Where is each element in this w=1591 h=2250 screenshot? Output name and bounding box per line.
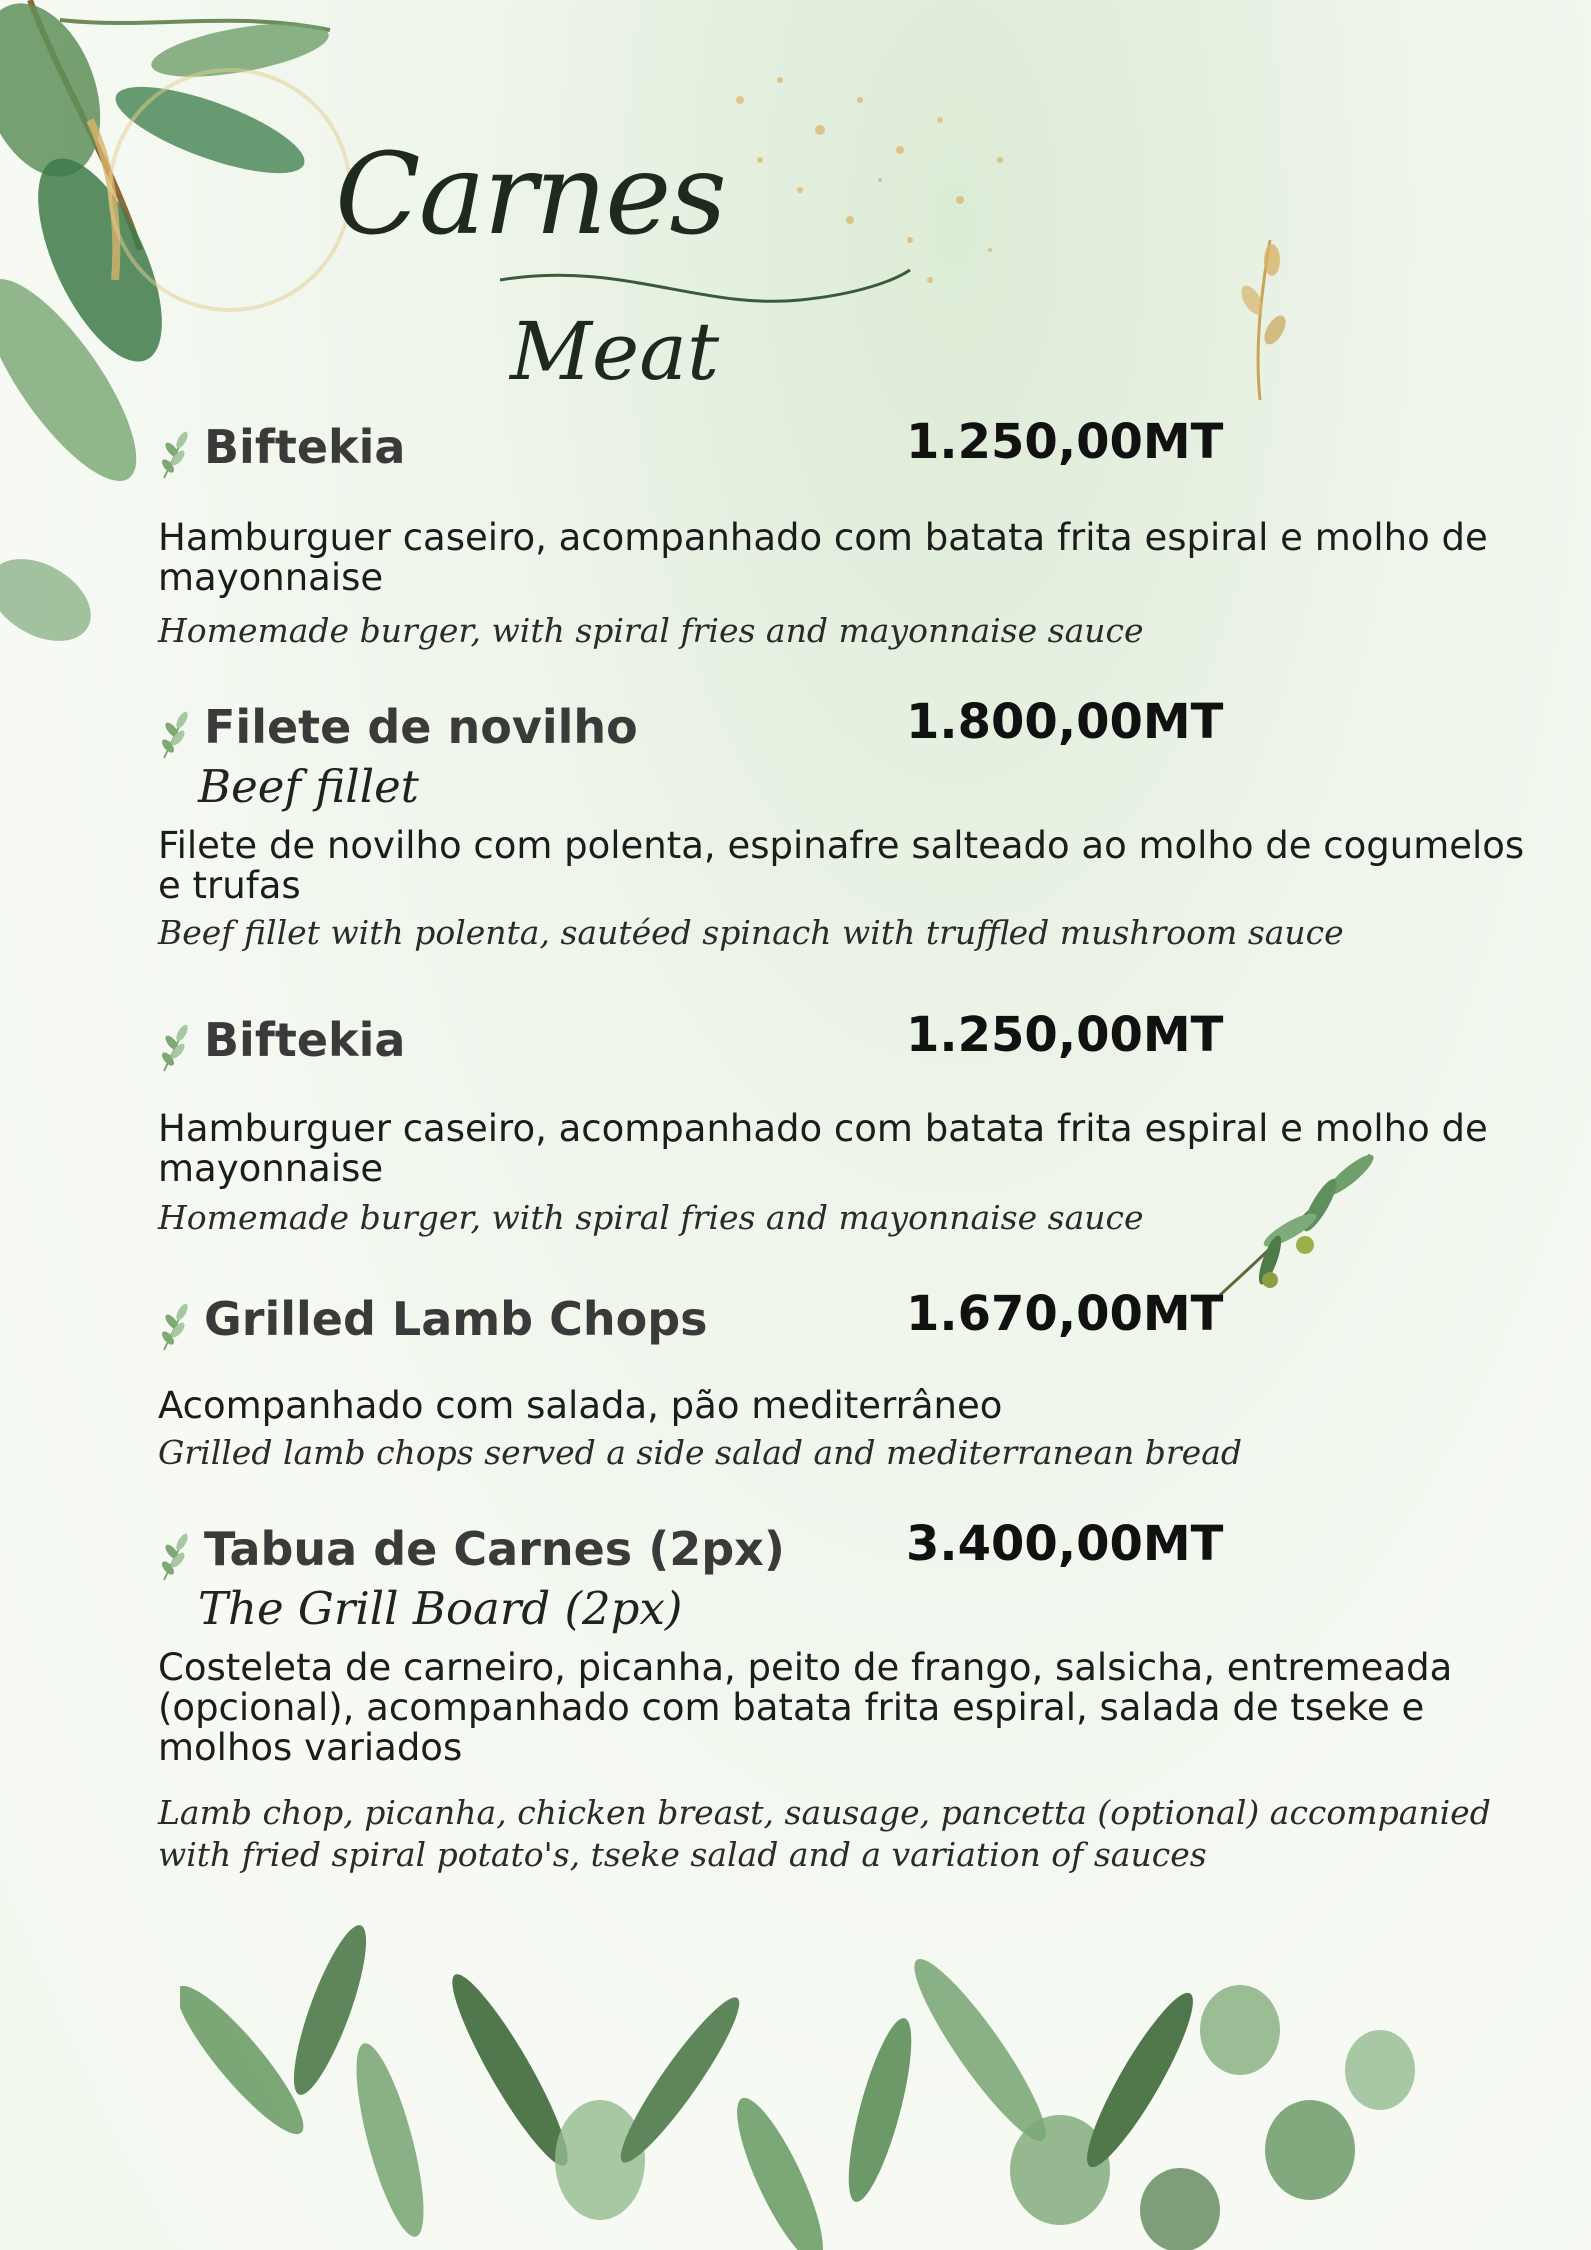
item-description: Hamburguer caseiro, acompanhado com batata frita espiral e molho de mayonnaise	[158, 1107, 1488, 1190]
leaf-sprig-icon	[158, 1300, 194, 1352]
item-description-en: Grilled lamb chops served a side salad and mediterranean bread	[158, 1433, 1242, 1472]
menu-item	[158, 414, 1528, 652]
leaf-sprig-icon	[158, 1021, 194, 1073]
item-name: Biftekia	[204, 1013, 406, 1067]
page-title: Carnes	[335, 130, 725, 260]
leaf-sprig-icon	[158, 1530, 194, 1582]
item-price: 1.250,00MT	[906, 1007, 1224, 1063]
item-price: 1.800,00MT	[906, 694, 1224, 750]
page-subtitle: Meat	[510, 305, 720, 398]
item-description: Filete de novilho com polenta, espinafre salteado ao molho de cogumelos e trufas	[158, 824, 1525, 907]
item-name: Filete de novilho	[204, 700, 638, 754]
item-name: Tabua de Carnes (2px)	[204, 1522, 785, 1576]
item-alt-name: The Grill Board (2px)	[198, 1582, 683, 1635]
item-price: 1.250,00MT	[906, 414, 1224, 470]
item-price: 1.670,00MT	[906, 1286, 1224, 1342]
item-description: Acompanhado com salada, pão mediterrâneo	[158, 1384, 1003, 1427]
item-description-en: Homemade burger, with spiral fries and mayonnaise sauce	[158, 1198, 1144, 1237]
gold-sprig	[1200, 230, 1320, 400]
item-name: Biftekia	[204, 420, 406, 474]
item-price: 3.400,00MT	[906, 1516, 1224, 1572]
leaf-sprig-icon	[158, 428, 194, 480]
menu-item	[158, 694, 1528, 954]
item-description-en: Lamb chop, picanha, chicken breast, sausage, pancetta (optional) accompanied with fried spiral potato's, tseke salad and a variation of sauces	[158, 1793, 1491, 1874]
item-description: Hamburguer caseiro, acompanhado com batata frita espiral e molho de mayonnaise	[158, 516, 1488, 599]
item-alt-name: Beef fillet	[198, 760, 419, 813]
item-description: Costeleta de carneiro, picanha, peito de frango, salsicha, entremeada (opcional), acompanhado com batata frita espiral, salada de tseke e molhos variados	[158, 1646, 1453, 1769]
menu-item	[158, 1286, 1528, 1474]
menu-item	[158, 1007, 1528, 1239]
item-description-en: Homemade burger, with spiral fries and mayonnaise sauce	[158, 611, 1144, 650]
item-name: Grilled Lamb Chops	[204, 1292, 708, 1346]
leaf-sprig-icon	[158, 708, 194, 760]
menu-item	[158, 1516, 1528, 1876]
bottom-foliage	[180, 1920, 1440, 2250]
item-description-en: Beef fillet with polenta, sautéed spinach with truffled mushroom sauce	[158, 913, 1344, 952]
